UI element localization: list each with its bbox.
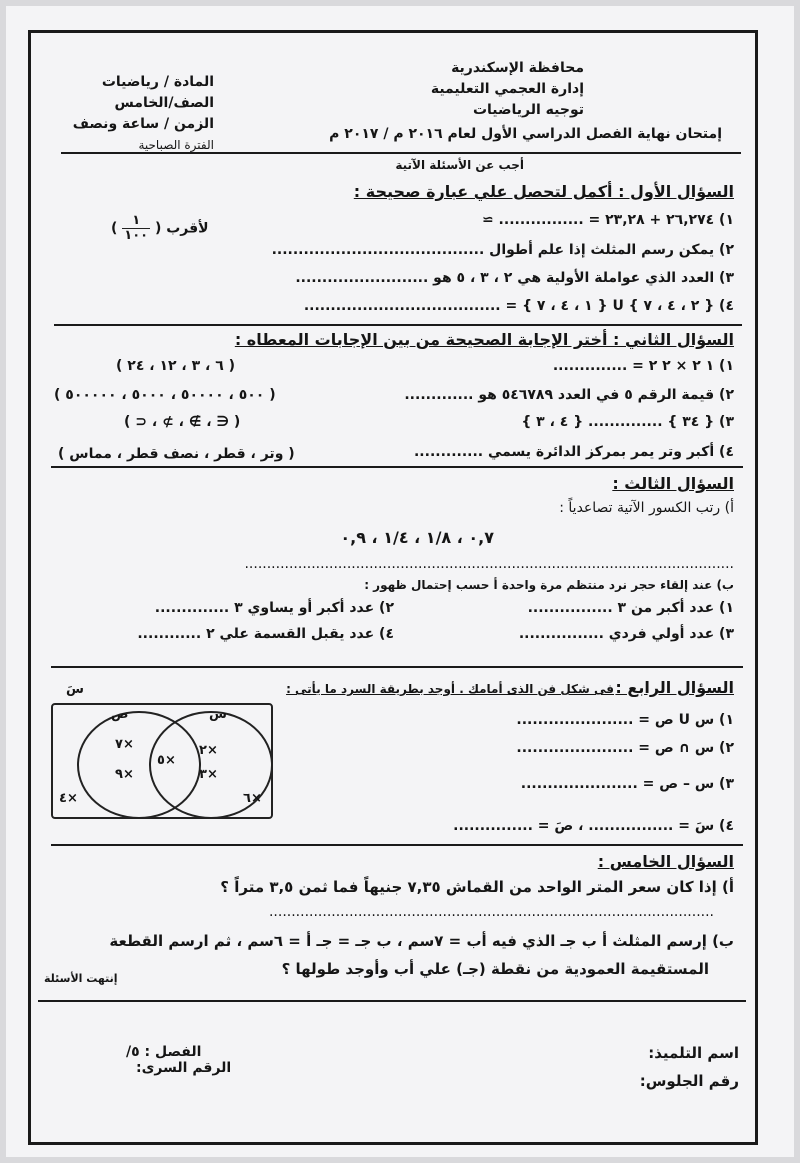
nearest-fraction: $\frac{١}{١٠٠}$ bbox=[124, 213, 149, 243]
session: الفترة الصباحية bbox=[138, 138, 214, 152]
q2-item-2: ٢) قيمة الرقم ٥ في العدد ٥٤٦٧٨٩ هو ............. bbox=[404, 387, 734, 403]
divider bbox=[61, 152, 741, 154]
q1-title: السؤال الأول : أكمل لتحصل علي عبارة صحيحة : bbox=[353, 182, 734, 201]
q1-item-4: ٤) { ٢ ، ٤ ، ٧ } U { ١ ، ٤ ، ٧ } = ..................................... bbox=[303, 298, 734, 314]
grade: الصف/الخامس bbox=[114, 95, 214, 111]
venn-only-y-2: ×٩ bbox=[115, 767, 134, 782]
venn-outside-1: ×٤ bbox=[59, 791, 78, 806]
divider bbox=[38, 1000, 746, 1002]
q4-title: السؤال الرابع : bbox=[615, 678, 734, 697]
q2-item-3: ٣) { ٣٤ } .............. { ٤ ، ٣ } bbox=[521, 414, 734, 430]
instruction: أجب عن الأسئلة الآتية bbox=[395, 158, 524, 172]
q2-choices-1: ( ٦ ، ٣ ، ١٢ ، ٢٤ ) bbox=[116, 358, 236, 374]
q3-a-label: أ) رتب الكسور الآتية تصاعدياً : bbox=[559, 500, 734, 516]
header-right bbox=[431, 58, 584, 121]
q2-choices-4: ( وتر ، قطر ، نصف قطر ، مماس ) bbox=[58, 446, 295, 462]
exam-sheet bbox=[6, 6, 794, 1157]
q5-b-line2: المستقيمة العمودية من نقطة (جـ) علي أب وأوجد طولها ؟ bbox=[281, 960, 709, 978]
q4-item-1: ١) س U ص = ...................... bbox=[516, 712, 734, 728]
nearest-label: لأقرب ( bbox=[154, 220, 209, 237]
q3-b-item-1: ١) عدد أكبر من ٣ ................ bbox=[527, 600, 734, 616]
q2-title: السؤال الثاني : أختر الإجابة الصحيحة من بين الإجابات المعطاه : bbox=[234, 330, 734, 349]
q5-title: السؤال الخامس : bbox=[597, 852, 734, 871]
divider bbox=[51, 844, 743, 846]
q1-item-2: ٢) يمكن رسم المثلث إذا علم أطوال ........................................ bbox=[271, 242, 734, 258]
divider bbox=[54, 324, 742, 326]
venn-label-y: ص bbox=[111, 707, 129, 722]
venn-diagram bbox=[51, 703, 273, 819]
q1-item-1: ١) ٢٦,٢٧٤ + ٢٣,٢٨ = ................ ≃ bbox=[481, 212, 734, 228]
divider bbox=[51, 466, 743, 468]
venn-universal-label: سَ bbox=[66, 682, 84, 697]
venn-outside-2: ×٦ bbox=[243, 791, 262, 806]
venn-intersection: ×٥ bbox=[157, 753, 176, 768]
q4-item-3: ٣) س – ص = ...................... bbox=[520, 776, 734, 792]
governorate: محافظة الإسكندرية bbox=[451, 60, 584, 76]
q4-item-2: ٢) س ∩ ص = ...................... bbox=[516, 740, 734, 756]
directorate: توجيه الرياضيات bbox=[472, 102, 584, 118]
venn-label-x: س bbox=[209, 707, 227, 722]
q5-a: أ) إذا كان سعر المتر الواحد من القماش ٧,٣٥ جنيهاً فما ثمن ٣,٥ متراً ؟ bbox=[220, 878, 734, 896]
divider bbox=[51, 666, 743, 668]
q3-b-label: ب) عند إلقاء حجر نرد منتظم مرة واحدة أ حسب إحتمال ظهور : bbox=[364, 578, 734, 592]
subject: المادة / رياضيات bbox=[101, 74, 214, 90]
exam-title: إمتحان نهاية الفصل الدراسي الأول لعام ٢٠١٦ م / ٢٠١٧ م bbox=[329, 126, 722, 142]
q5-b-line1: ب) إرسم المثلث أ ب جـ الذي فيه أب = ٧سم ، ب جـ = جـ أ = ٦سم ، ثم ارسم القطعة bbox=[109, 932, 734, 950]
duration: الزمن / ساعة ونصف bbox=[72, 116, 214, 132]
q4-item-4: ٤) سَ = ................ ، صَ = ............... bbox=[453, 818, 734, 834]
class-label: الفصل : ٥/ bbox=[126, 1044, 202, 1060]
q4-prompt: فى شكل فن الذى أمامك . أوجد بطريقة السرد ما يأتى : bbox=[286, 682, 614, 696]
q3-b-item-2: ٢) عدد أكبر أو يساوي ٣ .............. bbox=[154, 600, 394, 616]
q1-item-3: ٣) العدد الذي عواملة الأولية هي ٢ ، ٣ ، ٥ هو ......................... bbox=[295, 270, 734, 286]
q3-b-item-4: ٤) عدد يقبل القسمة علي ٢ ............ bbox=[137, 626, 394, 642]
end-of-questions: إنتهت الأسئلة bbox=[44, 972, 118, 985]
q1-nearest: لأقرب ( $\frac{١}{١٠٠}$ ) bbox=[111, 213, 209, 243]
q3-title: السؤال الثالث : bbox=[612, 474, 734, 493]
q2-item-4: ٤) أكبر وتر يمر بمركز الدائرة يسمي ............. bbox=[413, 444, 734, 460]
seat-number-label: رقم الجلوس: bbox=[639, 1072, 739, 1090]
q2-choices-3: ( ∈ ، ∌ ، ⊅ ، ⊂ ) bbox=[124, 414, 241, 430]
q5-a-dots: .................................................................................................... bbox=[268, 904, 714, 920]
header-left bbox=[64, 72, 214, 156]
student-name-label: اسم التلميذ: bbox=[648, 1044, 739, 1062]
administration: إدارة العجمي التعليمية bbox=[430, 81, 584, 97]
secret-number-label: الرقم السرى: bbox=[136, 1060, 232, 1076]
venn-only-y-1: ×٧ bbox=[115, 737, 134, 752]
q3-fractions: ٠,٧ ، ١/٨ ، ١/٤ ، ٠,٩ bbox=[340, 528, 494, 547]
q2-item-1: ١) ١ ٢ × ٢ ٢ = .............. bbox=[552, 358, 734, 374]
venn-only-x-2: ×٣ bbox=[199, 767, 218, 782]
q3-b-item-3: ٣) عدد أولي فردي ................ bbox=[518, 626, 734, 642]
q3-dots: .............................................................................................................. bbox=[244, 556, 734, 572]
venn-only-x-1: ×٢ bbox=[199, 743, 218, 758]
q2-choices-2: ( ٥٠٠ ، ٥٠٠٠٠ ، ٥٠٠٠ ، ٥٠٠٠٠٠ ) bbox=[54, 387, 276, 403]
